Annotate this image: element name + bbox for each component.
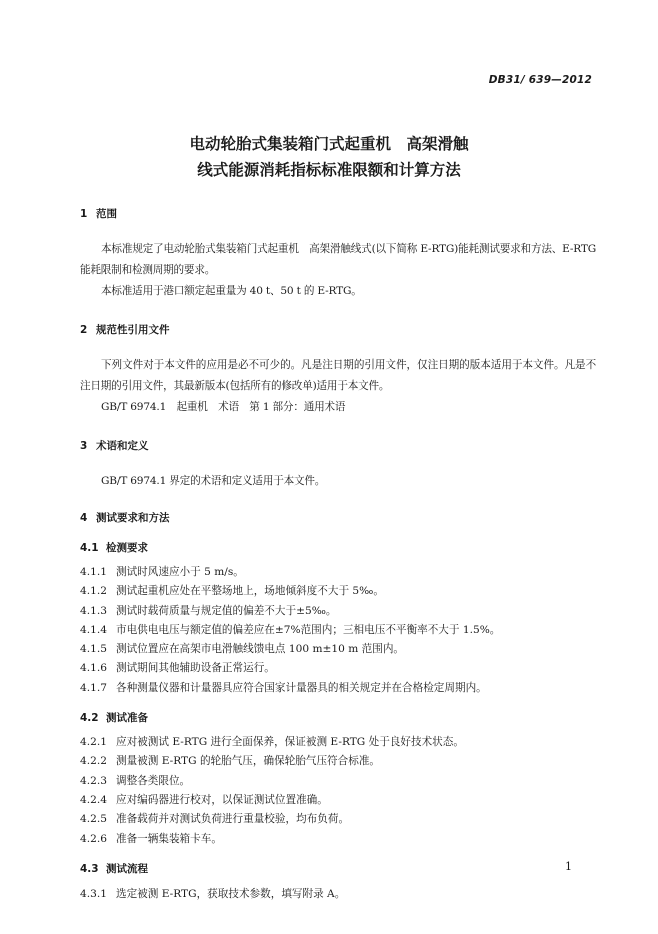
item-number: 4.1.7 bbox=[80, 681, 107, 694]
paragraph: 下列文件对于本文件的应用是必不可少的。凡是注日期的引用文件，仅注日期的版本适用于本文件。凡是不注日期的引用文件，其最新版本(包括所有的修改单)适用于本文件。 bbox=[80, 359, 596, 392]
item-text: 准备载荷并对测试负荷进行重量校验，均布负荷。 bbox=[116, 813, 350, 826]
item-text: 准备一辆集装箱卡车。 bbox=[116, 832, 222, 845]
list-item bbox=[80, 772, 596, 791]
item-number: 4.2.5 bbox=[80, 813, 107, 826]
list-4-1 bbox=[80, 563, 596, 698]
item-text: 应对编码器进行校对，以保证测试位置准确。 bbox=[116, 793, 328, 806]
list-item bbox=[80, 885, 596, 904]
paragraph: GB/T 6974.1 界定的术语和定义适用于本文件。 bbox=[101, 475, 326, 487]
item-text: 调整各类限位。 bbox=[116, 774, 191, 787]
list-4-3 bbox=[80, 885, 596, 904]
item-text: 测量被测 E-RTG 的轮胎气压，确保轮胎气压符合标准。 bbox=[116, 755, 381, 768]
item-text: 测试时载荷质量与规定值的偏差不大于±5‰。 bbox=[116, 604, 337, 617]
item-text: 各种测量仪器和计量器具应符合国家计量器具的相关规定并在合格检定周期内。 bbox=[116, 681, 487, 694]
item-text: 测试期间其他辅助设备正常运行。 bbox=[116, 662, 275, 675]
item-number: 4.1.3 bbox=[80, 604, 107, 617]
subsection-title: 检测要求 bbox=[106, 542, 148, 554]
list-item bbox=[80, 640, 596, 659]
item-text: 市电供电电压与额定值的偏差应在±7%范围内；三相电压不平衡率不大于 1.5%。 bbox=[116, 623, 501, 636]
subsection-number: 4.3 bbox=[80, 862, 99, 875]
list-item bbox=[80, 582, 596, 601]
subsection-number: 4.1 bbox=[80, 542, 99, 554]
item-number: 4.1.5 bbox=[80, 643, 107, 656]
section-title: 术语和定义 bbox=[96, 440, 149, 452]
section-number: 3 bbox=[80, 440, 88, 452]
item-number: 4.2.2 bbox=[80, 755, 107, 768]
page-number: 1 bbox=[565, 860, 572, 873]
subsection-4-2-heading bbox=[80, 708, 596, 728]
section-number: 1 bbox=[80, 208, 88, 220]
list-item bbox=[80, 563, 596, 582]
section-title: 测试要求和方法 bbox=[96, 512, 170, 524]
item-text: 测试位置应在高架市电滑触线馈电点 100 m±10 m 范围内。 bbox=[116, 643, 405, 656]
paragraph: 本标准规定了电动轮胎式集装箱门式起重机 高架滑触线式(以下简称 E-RTG)能耗测试要求和方法、E-RTG 能耗限制和检测周期的要求。 bbox=[80, 243, 596, 276]
section-title: 规范性引用文件 bbox=[96, 324, 170, 336]
document-code: DB31/ 639—2012 bbox=[488, 74, 592, 86]
list-item bbox=[80, 679, 596, 698]
section-number: 2 bbox=[80, 324, 88, 336]
title-line-1: 电动轮胎式集装箱门式起重机 高架滑触 bbox=[189, 135, 469, 153]
item-number: 4.2.1 bbox=[80, 736, 107, 749]
document-title bbox=[0, 131, 658, 183]
subsection-4-3-heading bbox=[80, 859, 596, 879]
item-number: 4.1.1 bbox=[80, 566, 107, 578]
list-item bbox=[80, 733, 596, 752]
item-number: 4.1.2 bbox=[80, 585, 107, 598]
list-item bbox=[80, 791, 596, 810]
list-item bbox=[80, 810, 596, 829]
subsection-title: 测试流程 bbox=[106, 862, 148, 875]
item-text: 选定被测 E-RTG，获取技术参数，填写附录 A。 bbox=[116, 887, 346, 900]
list-item bbox=[80, 659, 596, 678]
list-item bbox=[80, 621, 596, 640]
section-4-heading bbox=[80, 508, 596, 528]
item-number: 4.2.4 bbox=[80, 793, 107, 806]
item-number: 4.2.3 bbox=[80, 774, 107, 787]
list-4-2 bbox=[80, 733, 596, 849]
item-number: 4.3.1 bbox=[80, 887, 107, 900]
list-item bbox=[80, 602, 596, 621]
section-1-heading bbox=[80, 204, 596, 224]
subsection-title: 测试准备 bbox=[106, 712, 148, 725]
item-text: 测试时风速应小于 5 m/s。 bbox=[116, 566, 244, 578]
reference-item: GB/T 6974.1 起重机 术语 第 1 部分：通用术语 bbox=[101, 401, 346, 413]
document-body bbox=[80, 202, 596, 904]
item-text: 测试起重机应处在平整场地上，场地倾斜度不大于 5‰。 bbox=[116, 585, 384, 598]
item-number: 4.2.6 bbox=[80, 832, 107, 845]
section-number: 4 bbox=[80, 512, 88, 524]
list-item bbox=[80, 752, 596, 771]
title-line-2: 线式能源消耗指标标准限额和计算方法 bbox=[197, 161, 461, 179]
item-number: 4.1.4 bbox=[80, 623, 107, 636]
subsection-4-1-heading bbox=[80, 538, 596, 558]
section-2-heading bbox=[80, 320, 596, 340]
section-3-heading bbox=[80, 436, 596, 456]
paragraph: 本标准适用于港口额定起重量为 40 t、50 t 的 E-RTG。 bbox=[101, 285, 362, 297]
item-text: 应对被测试 E-RTG 进行全面保养，保证被测 E-RTG 处于良好技术状态。 bbox=[116, 736, 464, 749]
item-number: 4.1.6 bbox=[80, 662, 107, 675]
list-item bbox=[80, 830, 596, 849]
section-title: 范围 bbox=[96, 208, 117, 220]
subsection-number: 4.2 bbox=[80, 712, 99, 725]
